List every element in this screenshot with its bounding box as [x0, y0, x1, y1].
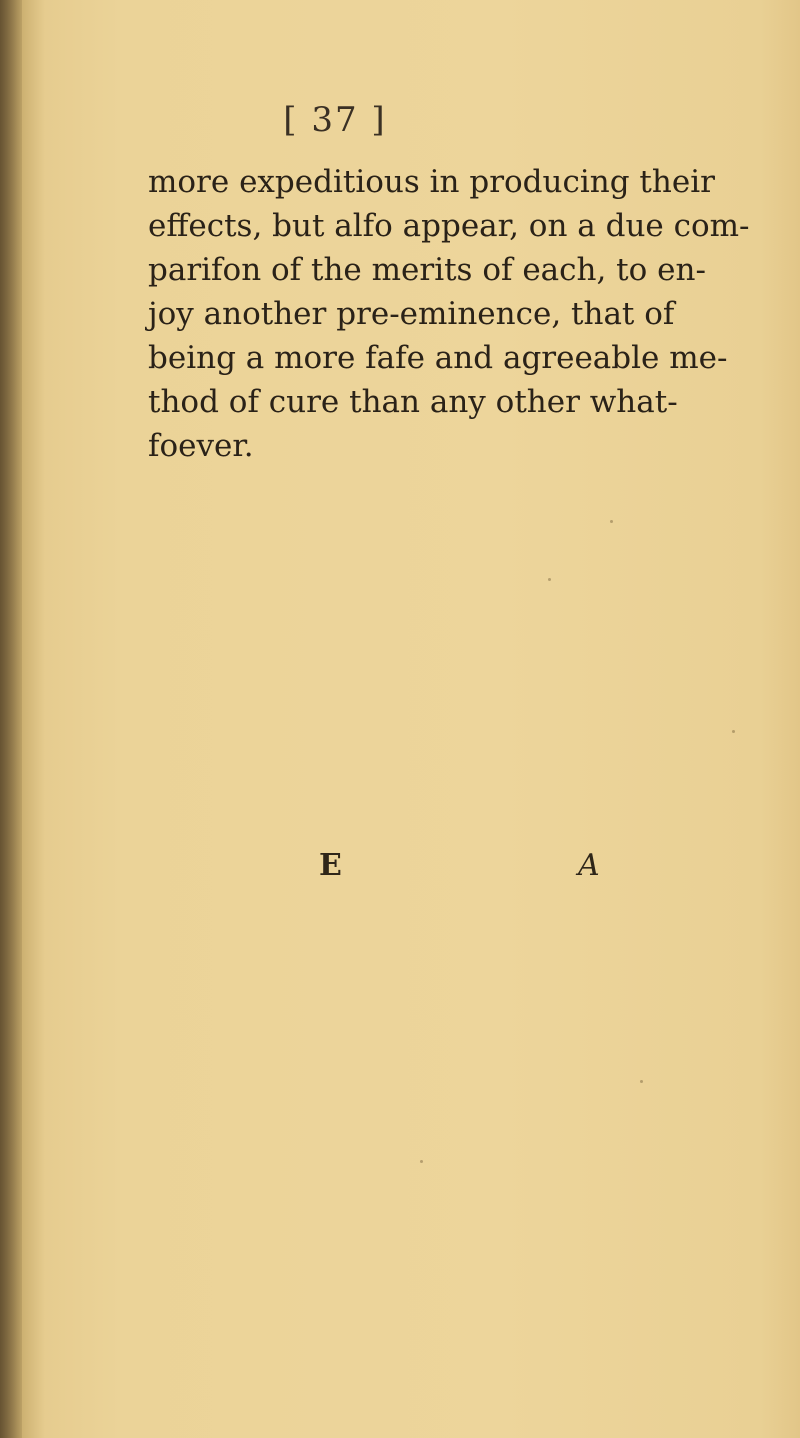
text-line-3: parifon of the merits of each, to en- [148, 252, 706, 288]
page-number: [ 37 ] [283, 100, 387, 140]
catchword: A [578, 848, 600, 883]
page-number-header [0, 100, 800, 140]
text-line-4: joy another pre-eminence, that of [148, 296, 675, 332]
text-line-1: more expeditious in producing their [148, 164, 715, 200]
footer-marks [0, 848, 800, 892]
page-spine-shadow [0, 0, 22, 1438]
text-line-7: foever. [148, 428, 254, 464]
paper-speck [420, 1160, 423, 1163]
text-line-5: being a more fafe and agreeable me- [148, 340, 728, 376]
paper-speck [640, 1080, 643, 1083]
signature-mark: E [319, 848, 342, 883]
text-line-6: thod of cure than any other what- [148, 384, 678, 420]
paper-speck [548, 578, 551, 581]
paper-speck [732, 730, 735, 733]
body-paragraph [148, 160, 750, 468]
paper-speck [610, 520, 613, 523]
text-line-2: effects, but alfo appear, on a due com- [148, 208, 750, 244]
